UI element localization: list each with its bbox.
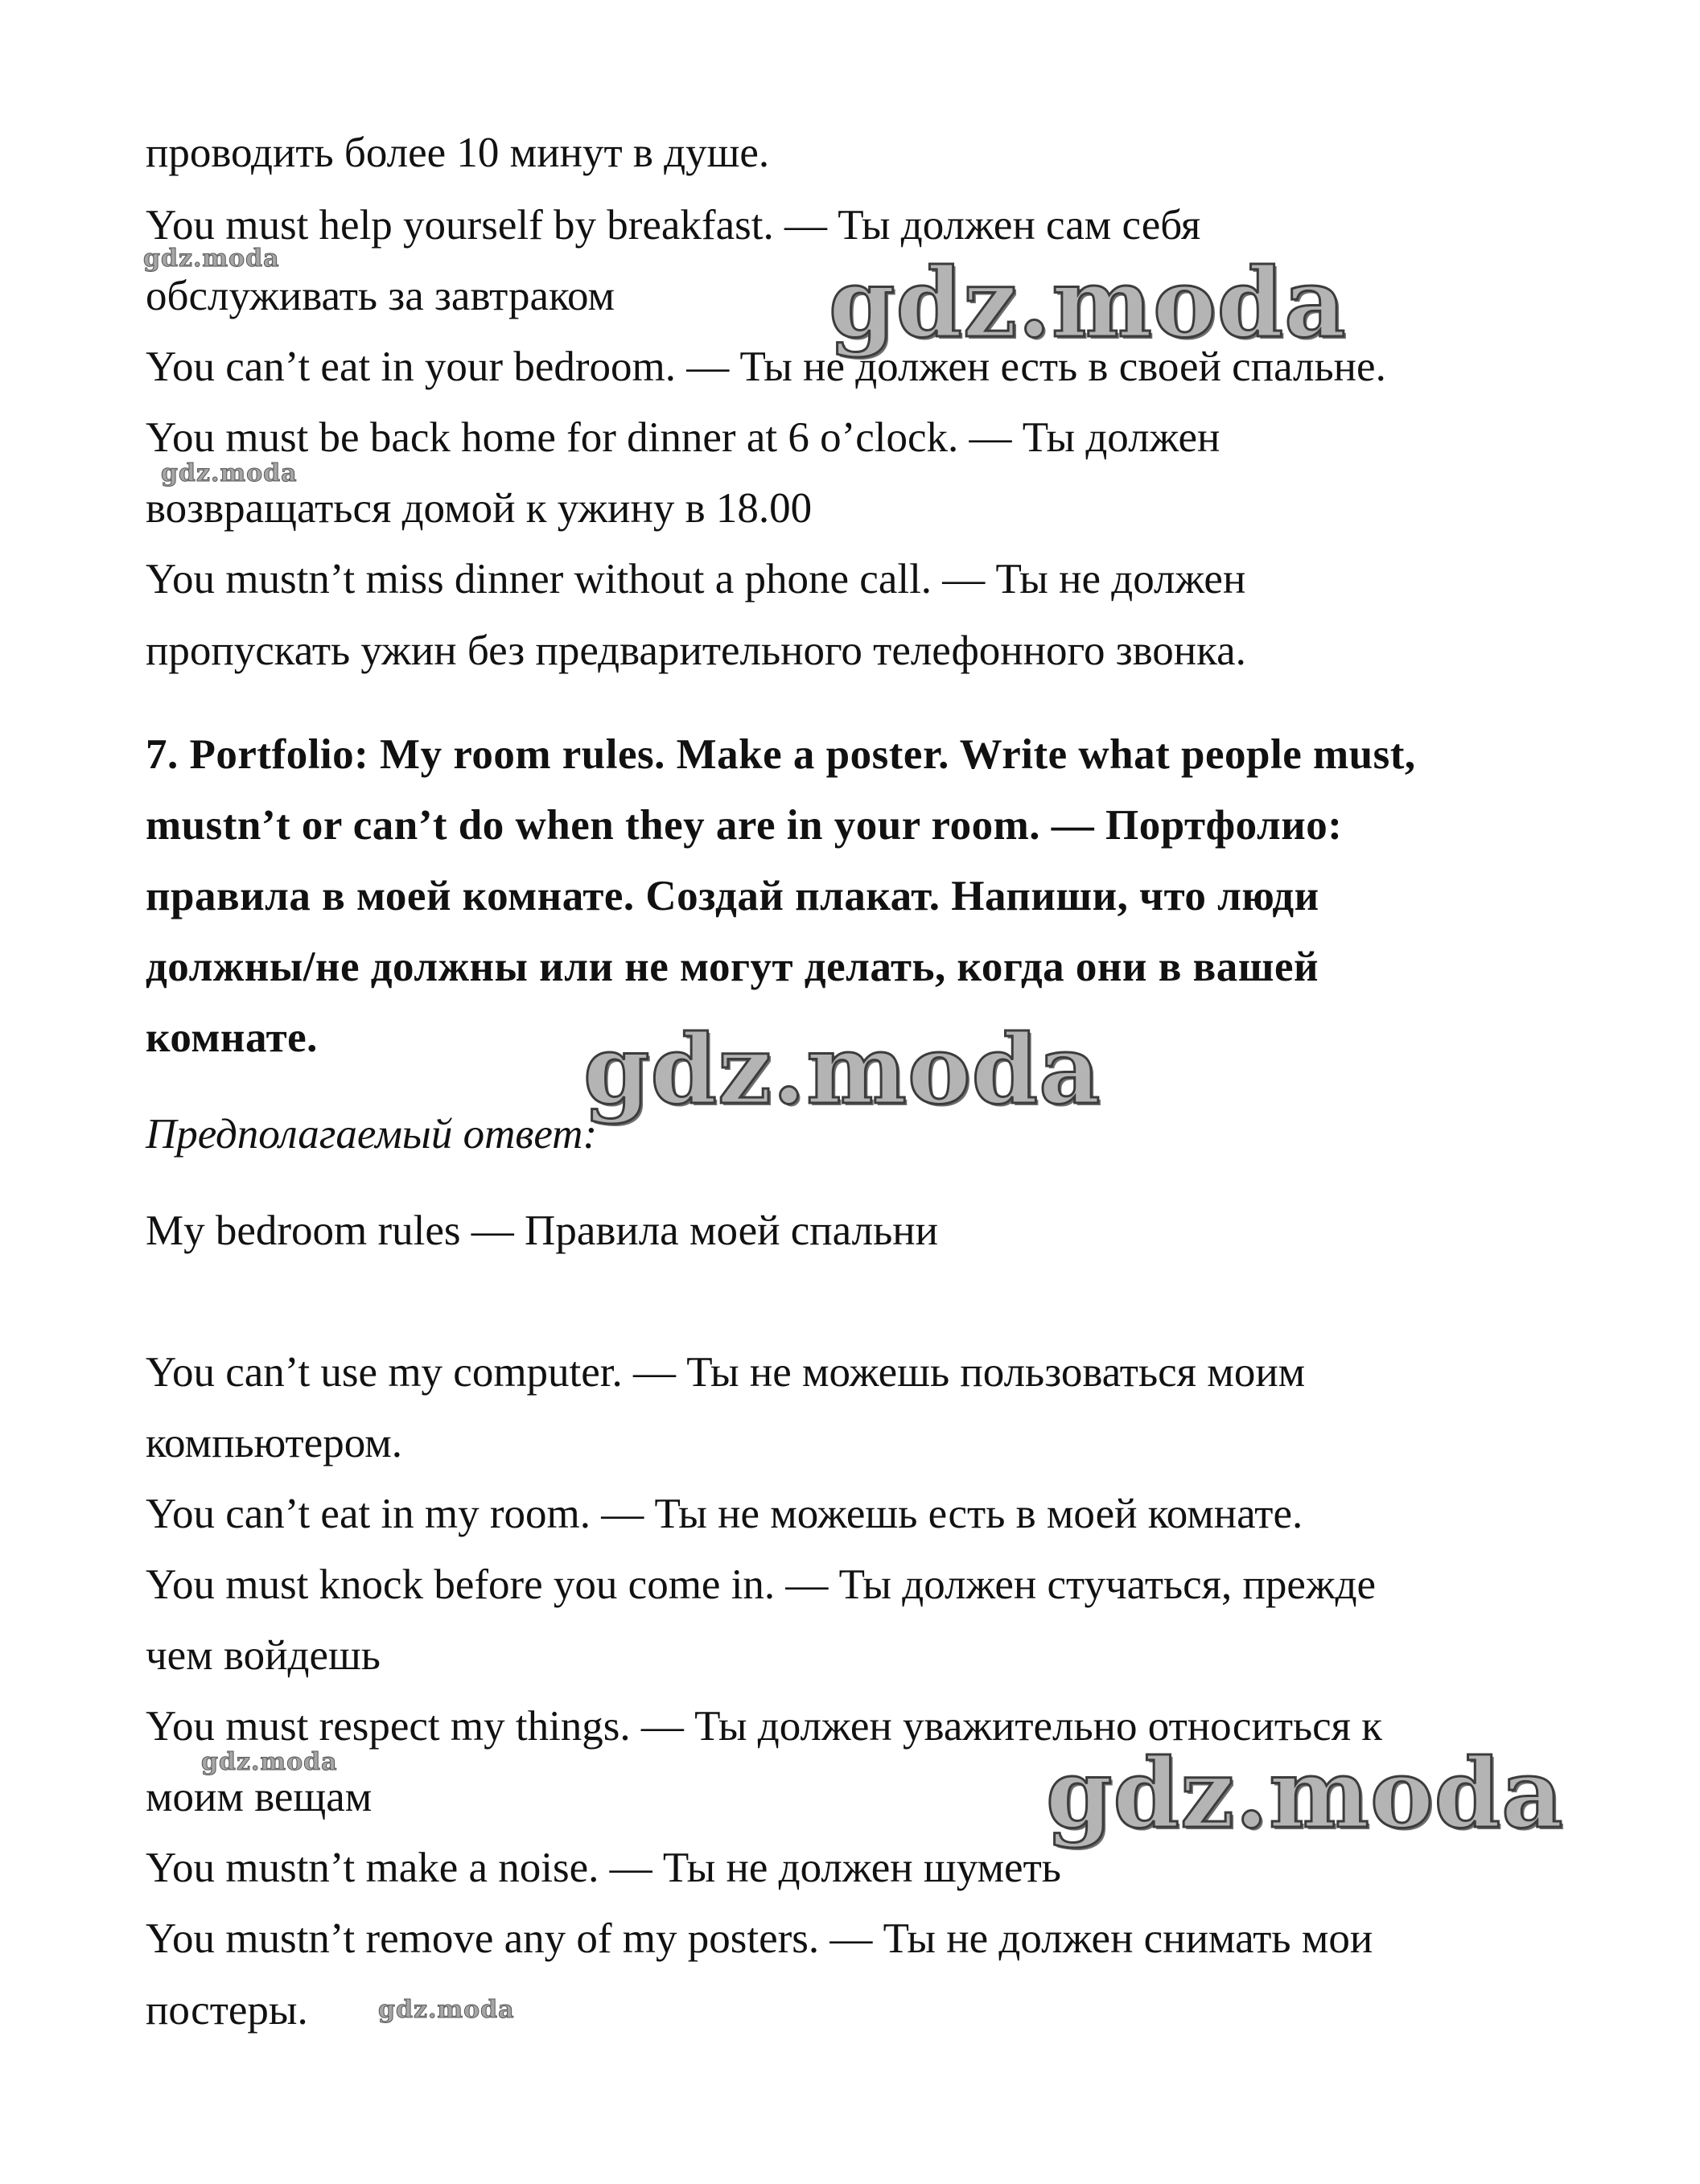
text-line: You must be back home for dinner at 6 o’clock. — Ты должен	[146, 414, 1220, 461]
text-line: возвращаться домой к ужину в 18.00	[146, 485, 813, 532]
text-line: обслуживать за завтраком	[146, 273, 615, 319]
answer-title: My bedroom rules — Правила моей спальни	[146, 1207, 939, 1254]
watermark: gdz.moda	[583, 1014, 1101, 1125]
watermark: gdz.moda	[829, 247, 1347, 359]
watermark: gdz.moda	[201, 1748, 338, 1776]
text-line: пропускать ужин без предварительного телефонного звонка.	[146, 627, 1246, 674]
task-heading-line: 7. Portfolio: My room rules. Make a poster. Write what people must,	[146, 731, 1416, 778]
task-heading-line: должны/не должны или не могут делать, когда они в вашей	[146, 944, 1319, 990]
answer-line: You must respect my things. — Ты должен уважительно относиться к	[146, 1703, 1383, 1750]
text-line: проводить более 10 минут в душе.	[146, 130, 770, 176]
answer-line: You can’t use my computer. — Ты не можешь пользоваться моим	[146, 1349, 1306, 1396]
watermark: gdz.moda	[378, 1996, 515, 2024]
answer-line: чем войдешь	[146, 1632, 381, 1679]
answer-line: You can’t eat in my room. — Ты не можешь есть в моей комнате.	[146, 1491, 1303, 1537]
answer-line: компьютером.	[146, 1420, 402, 1466]
answer-line: моим вещам	[146, 1774, 373, 1820]
watermark: gdz.moda	[1046, 1738, 1564, 1849]
answer-line: You mustn’t remove any of my posters. — Ты не должен снимать мои	[146, 1915, 1373, 1962]
answer-line: You mustn’t make a noise. — Ты не должен шуметь	[146, 1845, 1061, 1891]
task-heading-line: правила в моей комнате. Создай плакат. Напиши, что люди	[146, 873, 1319, 919]
task-heading-line: комнате.	[146, 1014, 318, 1061]
watermark: gdz.moda	[161, 459, 298, 487]
text-line: You mustn’t miss dinner without a phone call. — Ты не должен	[146, 556, 1246, 603]
text-line: You must help yourself by breakfast. — Ты должен сам себя	[146, 202, 1201, 249]
answer-line: постеры.	[146, 1987, 308, 2034]
text-line: You can’t eat in your bedroom. — Ты не должен есть в своей спальне.	[146, 343, 1386, 390]
answer-label: Предполагаемый ответ:	[146, 1111, 598, 1158]
answer-line: You must knock before you come in. — Ты должен стучаться, прежде	[146, 1561, 1377, 1608]
watermark: gdz.moda	[143, 245, 280, 273]
task-heading-line: mustn’t or can’t do when they are in your room. — Портфолио:	[146, 802, 1343, 849]
